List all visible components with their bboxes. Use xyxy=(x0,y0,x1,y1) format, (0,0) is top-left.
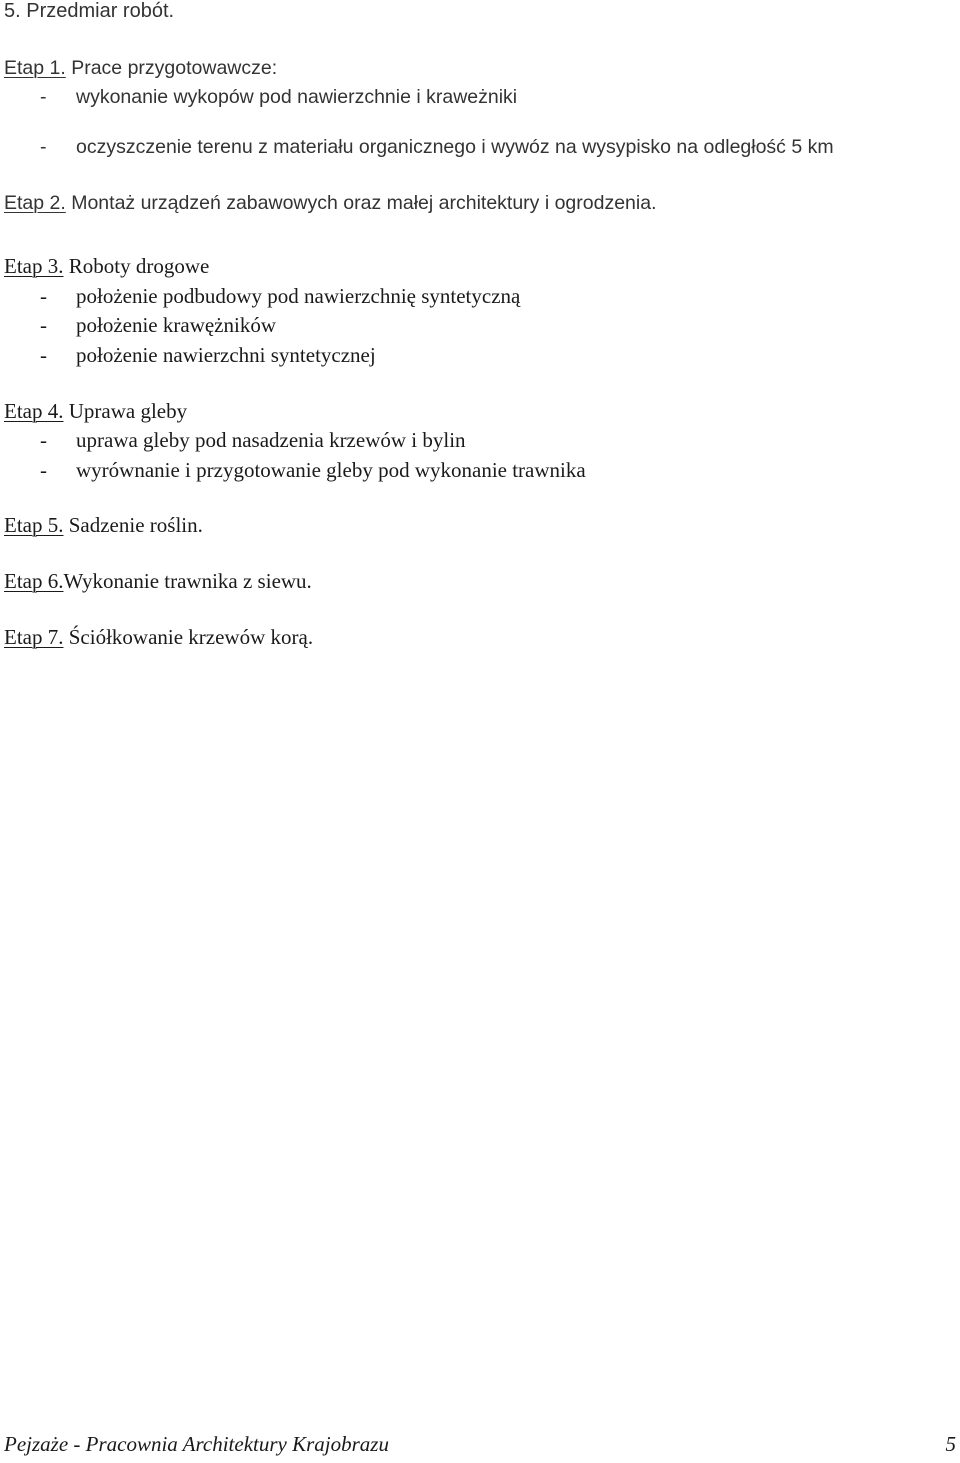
stage-1-item-1-text: wykonanie wykopów pod nawierzchnie i kraweżniki xyxy=(76,86,518,108)
bullet-dash: - xyxy=(40,86,47,108)
footer-text: Pejzaże - Pracownia Architektury Krajobrazu xyxy=(4,1432,389,1456)
stage-6-title: Wykonanie trawnika z siewu. xyxy=(63,569,312,593)
bullet-dash: - xyxy=(40,458,47,482)
stage-6-heading xyxy=(4,567,312,595)
stage-4-item-1-text: uprawa gleby pod nasadzenia krzewów i bylin xyxy=(76,428,466,452)
stage-3-label: Etap 3. xyxy=(4,254,64,278)
stage-1-item-2 xyxy=(40,133,834,161)
stage-1-heading xyxy=(4,54,277,82)
stage-3-item-3 xyxy=(40,341,376,369)
stage-1-title: Prace przygotowawcze: xyxy=(65,57,278,79)
stage-6-label: Etap 6. xyxy=(4,569,64,593)
section-heading: 5. Przedmiar robót. xyxy=(4,0,175,22)
stage-3-item-2-text: położenie krawężników xyxy=(76,313,277,337)
stage-5-title: Sadzenie roślin. xyxy=(63,513,203,537)
page-footer xyxy=(4,1432,956,1457)
stage-5-heading xyxy=(4,511,203,539)
bullet-dash: - xyxy=(40,313,47,337)
stage-7-heading xyxy=(4,623,313,651)
stage-3-heading xyxy=(4,252,209,280)
stage-3-item-3-text: położenie nawierzchni syntetycznej xyxy=(76,343,376,367)
stage-4-item-2 xyxy=(40,456,586,484)
stage-4-item-2-text: wyrównanie i przygotowanie gleby pod wykonanie trawnika xyxy=(76,458,586,482)
page-number: 5 xyxy=(945,1432,956,1456)
bullet-dash: - xyxy=(40,428,47,452)
bullet-dash: - xyxy=(40,136,47,158)
stage-2-label: Etap 2. xyxy=(4,192,66,214)
stage-1-item-2-text: oczyszczenie terenu z materiału organicznego i wywóz na wysypisko na odległość 5 km xyxy=(76,136,834,158)
stage-1-item-1 xyxy=(40,83,517,111)
stage-4-heading xyxy=(4,397,187,425)
stage-2-title: Montaż urządzeń zabawowych oraz małej architektury i ogrodzenia. xyxy=(65,192,657,214)
stage-3-item-1-text: położenie podbudowy pod nawierzchnię syntetyczną xyxy=(76,284,521,308)
stage-1-label: Etap 1. xyxy=(4,57,66,79)
stage-7-label: Etap 7. xyxy=(4,625,64,649)
stage-3-title: Roboty drogowe xyxy=(63,254,210,278)
stage-4-item-1 xyxy=(40,426,466,454)
stage-2-heading xyxy=(4,189,657,217)
bullet-dash: - xyxy=(40,284,47,308)
stage-3-item-1 xyxy=(40,282,520,310)
stage-4-title: Uprawa gleby xyxy=(63,399,188,423)
stage-4-label: Etap 4. xyxy=(4,399,64,423)
stage-3-item-2 xyxy=(40,311,276,339)
stage-5-label: Etap 5. xyxy=(4,513,64,537)
stage-7-title: Ściółkowanie krzewów korą. xyxy=(63,625,314,649)
bullet-dash: - xyxy=(40,343,47,367)
